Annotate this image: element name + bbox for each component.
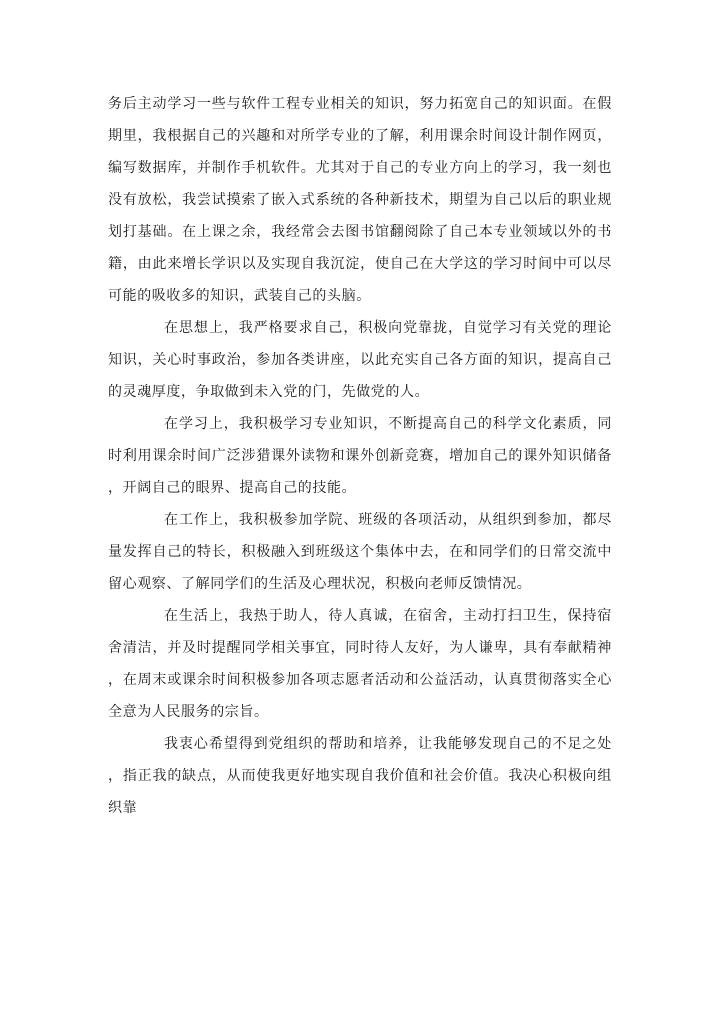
paragraph-life: 在生活上，我热于助人，待人真诚，在宿舍，主动打扫卫生，保持宿舍清洁，并及时提醒同学相关事宜，同时待人友好，为人谦卑，具有奉献精神，在周末或课余时间积极参加各项志愿者活动和公益活动，认真贯彻落实全心全意为人民服务的宗旨。	[108, 608, 612, 720]
document-body	[108, 88, 612, 824]
paragraph-continuation: 务后主动学习一些与软件工程专业相关的知识，努力拓宽自己的知识面。在假期里，我根据自己的兴趣和对所学专业的了解，利用课余时间设计制作网页，编写数据库，并制作手机软件。尤其对于自己的专业方向上的学习，我一刻也没有放松，我尝试摸索了嵌入式系统的各种新技术，期望为自己以后的职业规划打基础。在上课之余，我经常会去图书馆翻阅除了自己本专业领域以外的书籍，由此来增长学识以及实现自我沉淀，使自己在大学这的学习时间中可以尽可能的吸收多的知识，武装自己的头脑。	[108, 96, 612, 304]
paragraph-ideology: 在思想上，我严格要求自己，积极向党靠拢，自觉学习有关党的理论知识，关心时事政治，参加各类讲座，以此充实自己各方面的知识，提高自己的灵魂厚度，争取做到未入党的门，先做党的人。	[108, 320, 612, 400]
paragraph-study: 在学习上，我积极学习专业知识，不断提高自己的科学文化素质，同时利用课余时间广泛涉猎课外读物和课外创新竞赛，增加自己的课外知识储备，开阔自己的眼界、提高自己的技能。	[108, 416, 612, 496]
paragraph-closing: 我衷心希望得到党组织的帮助和培养，让我能够发现自己的不足之处，指正我的缺点，从而使我更好地实现自我价值和社会价值。我决心积极向组织靠	[108, 736, 612, 816]
paragraph-work: 在工作上，我积极参加学院、班级的各项活动，从组织到参加，都尽量发挥自己的特长，积极融入到班级这个集体中去，在和同学们的日常交流中留心观察、了解同学们的生活及心理状况，积极向老师反馈情况。	[108, 512, 612, 592]
